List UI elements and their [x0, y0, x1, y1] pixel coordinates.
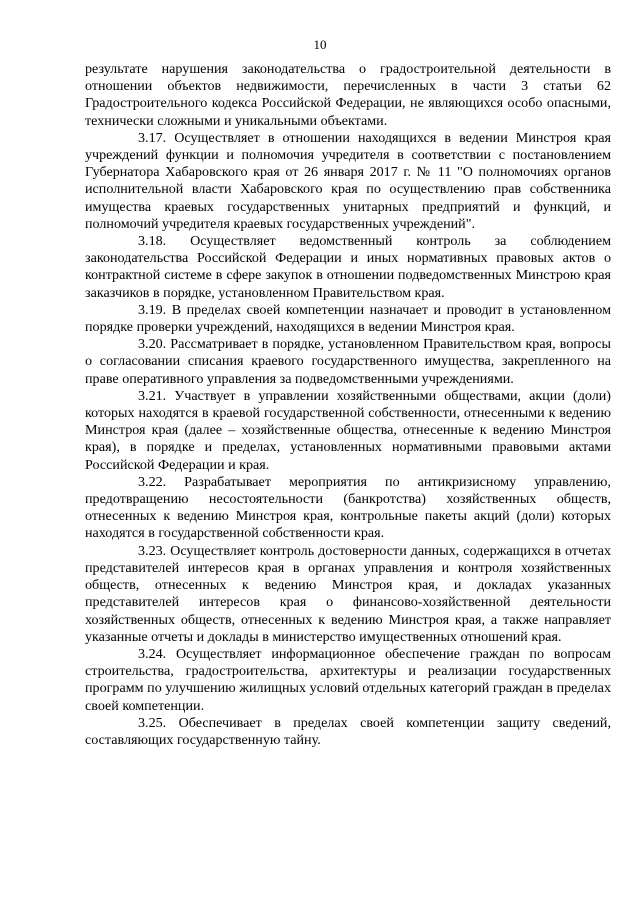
paragraph-continuation: результате нарушения законодательства о градостроительной деятельности в отношении объектов недвижимости, перечисленных в части 3 статьи 62 Градостроительного кодекса Российской Федерации, не являющихся особо опасными, технически сложными и уникальными объектами. — [85, 61, 611, 129]
paragraph-3-25: 3.25. Обеспечивает в пределах своей компетенции защиту сведений, составляющих государственную тайну. — [85, 714, 611, 748]
document-body — [85, 61, 611, 749]
paragraph-3-19: 3.19. В пределах своей компетенции назначает и проводит в установленном порядке проверки учреждений, находящихся в ведении Минстроя края. — [85, 301, 611, 336]
page-number: 10 — [313, 37, 327, 52]
paragraph-3-20: 3.20. Рассматривает в порядке, установленном Правительством края, вопросы о согласовании списания краевого государственного имущества, закрепленного на праве оперативного управления за подведомственными учреждениями. — [85, 336, 611, 387]
paragraph-3-18: 3.18. Осуществляет ведомственный контроль за соблюдением законодательства Российской Федерации и иных нормативных правовых актов о контрактной системе в сфере закупок в отношении подведомственных Минстрою края заказчиков в порядке, установленном Правительством края. — [85, 233, 611, 301]
paragraph-3-24: 3.24. Осуществляет информационное обеспечение граждан по вопросам строительства, градостроительства, архитектуры и реализации государственных программ по улучшению жилищных условий отдельных категорий граждан в пределах своей компетенции. — [85, 645, 611, 714]
paragraph-3-17: 3.17. Осуществляет в отношении находящихся в ведении Минстроя края учреждений функции и полномочия учредителя в соответствии с постановлением Губернатора Хабаровского края от 26 января 2017 г. № 11 "О полномочиях органов исполнительной власти Хабаровского края по осуществлению прав собственника имущества краевых государственных унитарных предприятий и функций, и полномочий учредителя краевых государственных учреждений". — [85, 129, 611, 232]
paragraph-3-23: 3.23. Осуществляет контроль достоверности данных, содержащихся в отчетах представителей интересов края в органах управления и контроля хозяйственных обществ, отнесенных к ведению Минстроя края, и докладах указанных представителей интересов края о финансово-хозяйственной деятельности хозяйственных обществ, отнесенных к ведению Минстроя края, а также направляет указанные отчеты и доклады в министерство имущественных отношений края. — [85, 542, 611, 645]
paragraph-3-22: 3.22. Разрабатывает мероприятия по антикризисному управлению, предотвращению несостоятельности (банкротства) хозяйственных обществ, отнесенных к ведению Минстроя края, контрольные пакеты акций (доли) которых находятся в государственной собственности края. — [85, 473, 611, 542]
paragraph-3-21: 3.21. Участвует в управлении хозяйственными обществами, акции (доли) которых находятся в краевой государственной собственности, отнесенными к ведению Минстроя края (далее – хозяйственные общества, отнесенные к ведению Минстроя края), в порядке и пределах, установленных нормативными правовыми актами Российской Федерации и края. — [85, 387, 611, 473]
